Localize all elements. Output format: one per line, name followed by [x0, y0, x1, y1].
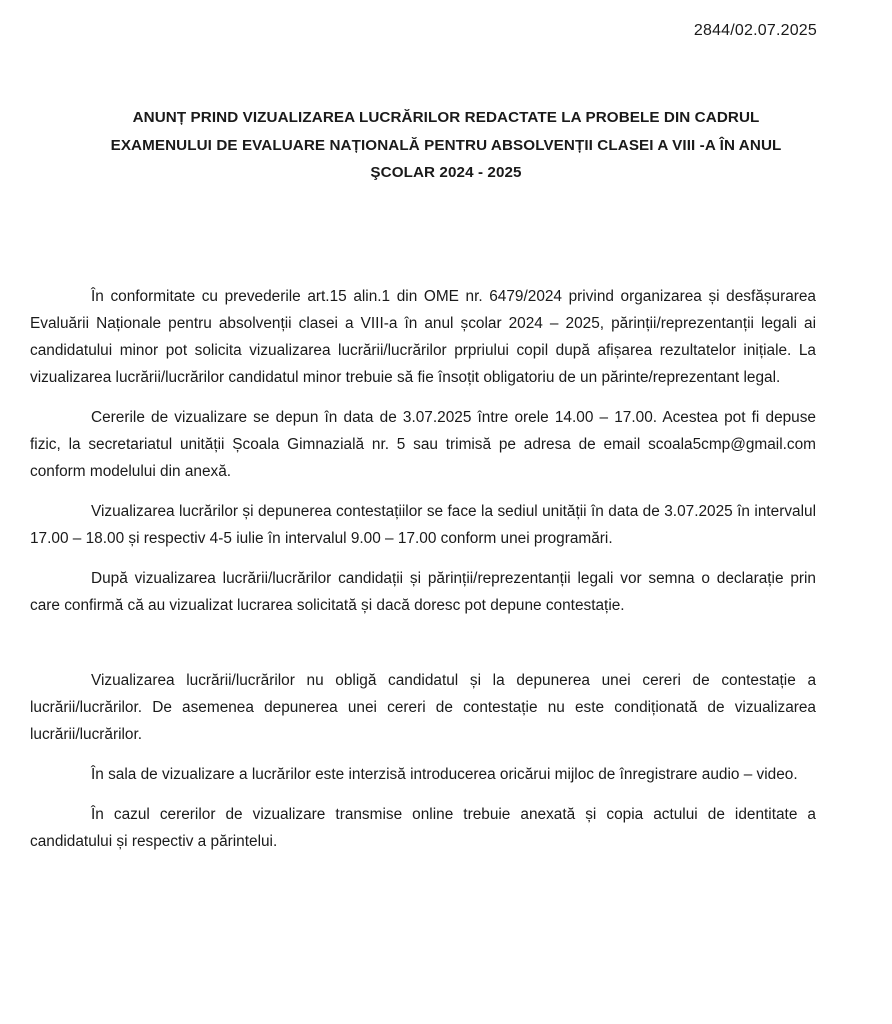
document-title [40, 104, 852, 187]
paragraph-online-requests: În cazul cererilor de vizualizare transmise online trebuie anexată și copia actului de identitate a candidatului și respectiv a părintelui. [30, 806, 816, 850]
title-line: ŞCOLAR 2024 - 2025 [370, 164, 522, 181]
paragraph-recording-ban: În sala de vizualizare a lucrărilor este interzisă introducerea oricărui mijloc de înregistrare audio – video. [91, 766, 798, 783]
paragraph-legal-basis: În conformitate cu prevederile art.15 alin.1 din OME nr. 6479/2024 privind organizarea și desfășurarea Evaluării Naționale pentru absolvenții clasei a VIII-a în anul școlar 2024 – 2025, părinții/reprezentanții legali ai candidatului minor pot solicita vizualizarea lucrării/lucrărilor prpriului copil după afișarea rezultatelor inițiale. La vizualizarea lucrării/lucrărilor candidatul minor trebuie să fie însoțit obligatoriu de un părinte/reprezentant legal. [30, 288, 816, 386]
paragraph-viewing-schedule: Vizualizarea lucrărilor și depunerea contestațiilor se face la sediul unității în data de 3.07.2025 în intervalul 17.00 – 18.00 și respectiv 4-5 iulie în intervalul 9.00 – 17.00 conform unei programări. [30, 503, 816, 547]
title-line: ANUNȚ PRIND VIZUALIZAREA LUCRĂRILOR REDACTATE LA PROBELE DIN CADRUL [132, 109, 760, 126]
paragraph-request-submission: Cererile de vizualizare se depun în data de 3.07.2025 între orele 14.00 – 17.00. Acestea pot fi depuse fizic, la secretariatul unității Școala Gimnazială nr. 5 sau trimisă pe adresa de email scoala5cmp@gmail.com conform modelului din anexă. [30, 409, 816, 480]
document-reference-number: 2844/02.07.2025 [693, 22, 817, 39]
document-body [30, 283, 816, 868]
paragraph-no-obligation: Vizualizarea lucrării/lucrărilor nu obligă candidatul și la depunerea unei cereri de contestație a lucrării/lucrărilor. De asemenea depunerea unei cereri de contestație nu este condiționată de vizualizarea lucrării/lucrărilor. [30, 672, 816, 743]
paragraph-declaration: După vizualizarea lucrării/lucrărilor candidații și părinții/reprezentanții legali vor semna o declarație prin care confirmă că au vizualizat lucrarea solicitată și dacă doresc pot depune contestație. [30, 570, 816, 614]
title-line: EXAMENULUI DE EVALUARE NAȚIONALĂ PENTRU ABSOLVENȚII CLASEI A VIII -A ÎN ANUL [110, 136, 782, 154]
